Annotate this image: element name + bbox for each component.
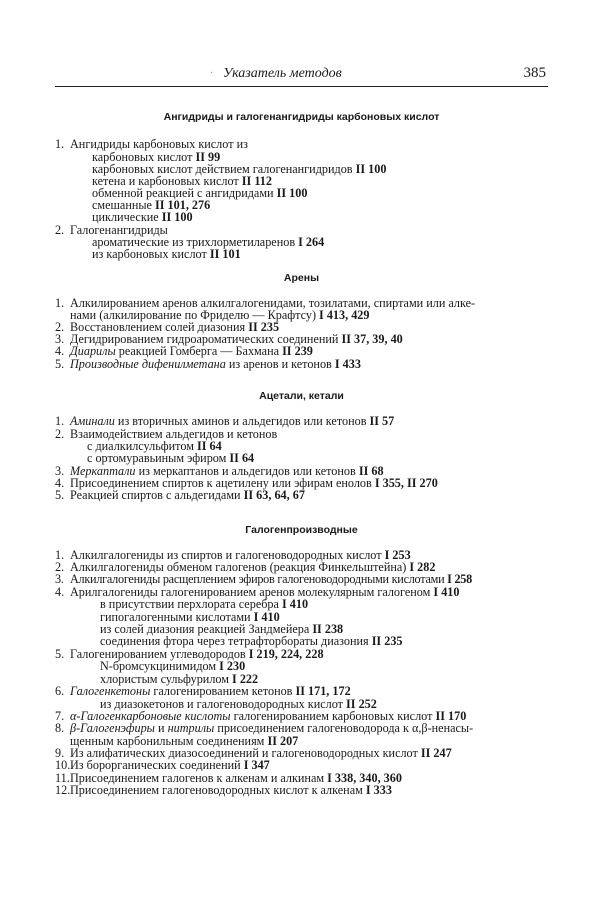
- index-subentry: из диазокетонов и галогеноводородных кислот II 252: [100, 697, 377, 711]
- index-subentry: ароматические из трихлорметиларенов I 264: [92, 235, 325, 249]
- page-number: 385: [523, 65, 546, 81]
- section-title: Галогенпроизводные: [245, 524, 358, 536]
- index-entry: 7. α-Галогенкарбоновые кислоты галогенированием карбоновых кислот II 170: [55, 709, 467, 723]
- index-entry: 3. Алкилгалогениды расщеплением эфиров галогеноводородными кислотами I 258: [55, 572, 472, 586]
- running-header: [55, 64, 548, 87]
- index-entry: 6. Галогенкетоны галогенированием кетонов II 171, 172: [55, 684, 351, 698]
- index-entry: 5. Производные дифенилметана из аренов и кетонов I 433: [55, 357, 361, 371]
- index-subentry: из солей диазония реакцией Зандмейера II 238: [100, 622, 344, 636]
- index-subentry: с диалкилсульфитом II 64: [87, 439, 222, 453]
- index-entry: 5. Галогенированием углеводородов I 219, 224, 228: [55, 647, 324, 661]
- running-header-title: Указатель методов: [223, 66, 342, 81]
- index-entry: 4. Диарилы реакцией Гомберга — Бахмана II 239: [55, 344, 313, 358]
- index-subentry: карбоновых кислот действием галогенангидридов II 100: [92, 162, 387, 176]
- index-entry: 9. Из алифатических диазосоединений и галогеноводородных кислот II 247: [55, 746, 452, 760]
- header-dot: ·: [210, 68, 214, 79]
- index-entry: 1. Алкилгалогениды из спиртов и галогеноводородных кислот I 253: [55, 548, 411, 562]
- index-entry: 3. Меркаптали из меркаптанов и альдегидов или кетонов II 68: [55, 464, 384, 478]
- index-subentry: гипогалогенными кислотами I 410: [100, 610, 280, 624]
- index-subentry: N-бромсукцинимидом I 230: [100, 659, 246, 673]
- index-entry: 10.Из борорганических соединений I 347: [55, 758, 270, 772]
- index-entry: 4. Арилгалогениды галогенированием аренов молекулярным галогеном I 410: [55, 585, 460, 599]
- index-entry: 12.Присоединением галогеноводородных кислот к алкенам I 333: [55, 783, 392, 797]
- index-subentry: в присутствии перхлората серебра I 410: [100, 597, 309, 611]
- section-title: Ацетали, кетали: [259, 390, 344, 402]
- index-subentry: кетена и карбоновых кислот II 112: [92, 174, 272, 188]
- index-subentry: соединения фтора через тетрафторбораты диазония II 235: [100, 634, 403, 648]
- index-subentry: карбоновых кислот II 99: [92, 150, 221, 164]
- index-entry: 5. Реакцией спиртов с альдегидами II 63, 64, 67: [55, 488, 305, 502]
- section-title: Арены: [283, 272, 320, 284]
- index-entry: 1. Алкилированием аренов алкилгалогенидами, тозилатами, спиртами или алке-: [55, 296, 476, 310]
- index-subentry: хлористым сульфурилом I 222: [100, 672, 259, 686]
- index-entry: 11.Присоединением галогенов к алкенам и алкинам I 338, 340, 360: [55, 771, 402, 785]
- index-subentry: циклические II 100: [92, 210, 193, 224]
- section-title: Ангидриды и галогенангидриды карбоновых кислот: [163, 111, 440, 123]
- index-entry: 2. Взаимодействием альдегидов и кетонов: [55, 427, 278, 441]
- index-entry: 8. β-Галогенэфиры и нитрилы присоединением галогеноводорода к α,β-ненасы-: [55, 721, 474, 735]
- index-subentry: с ортомуравьиным эфиром II 64: [87, 451, 255, 465]
- index-entry-continuation: щенным карбонильным соединениям II 207: [70, 734, 299, 748]
- index-subentry: из карбоновых кислот II 101: [92, 247, 241, 261]
- index-entry-continuation: нами (алкилирование по Фриделю — Крафтсу) I 413, 429: [70, 308, 370, 322]
- index-entry: 4. Присоединением спиртов к ацетилену или эфирам енолов I 355, II 270: [55, 476, 438, 490]
- index-entry: 1. Ангидриды карбоновых кислот из: [55, 137, 248, 151]
- index-entry: 3. Дегидрированием гидроароматических соединений II 37, 39, 40: [55, 332, 403, 346]
- index-entry: 2. Алкилгалогениды обменом галогенов (реакция Финкельштейна) I 282: [55, 560, 436, 574]
- index-entry: 1. Аминали из вторичных аминов и альдегидов или кетонов II 57: [55, 414, 395, 428]
- index-entry: 2. Восстановлением солей диазония II 235: [55, 320, 280, 334]
- index-entry: 2. Галогенангидриды: [55, 223, 168, 237]
- index-subentry: обменной реакцией с ангидридами II 100: [92, 186, 308, 200]
- index-subentry: смешанные II 101, 276: [92, 198, 211, 212]
